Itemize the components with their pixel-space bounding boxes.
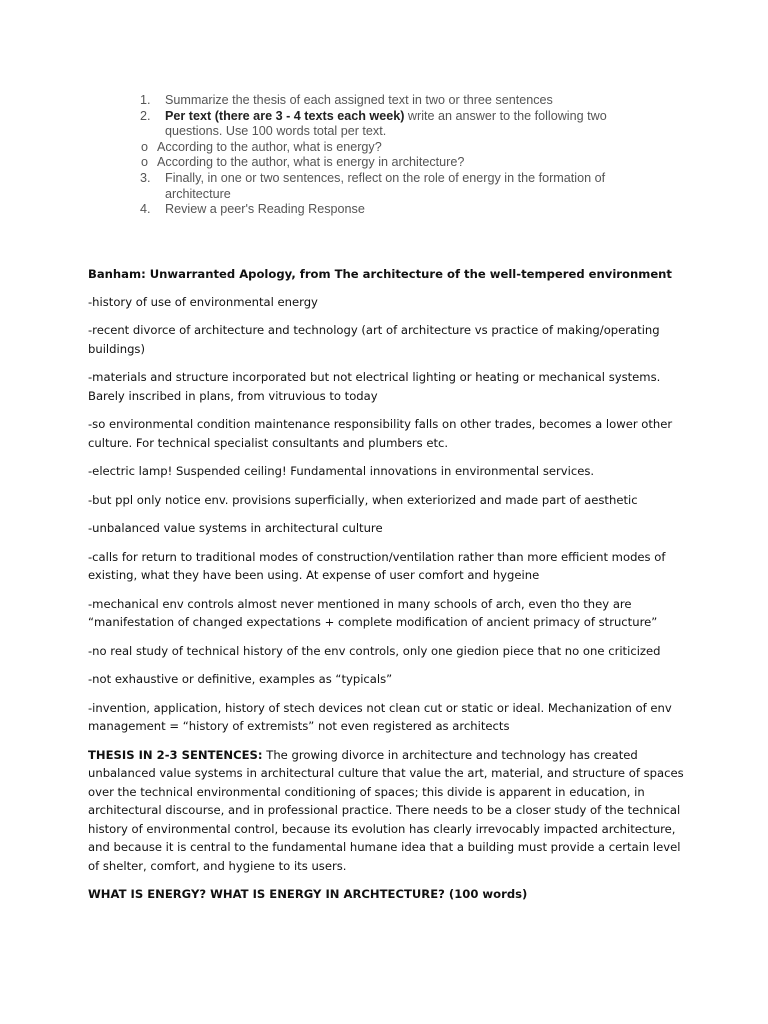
item-text: Summarize the thesis of each assigned text in two or three sentences	[165, 93, 553, 107]
sub-item	[140, 140, 660, 156]
note-point: -recent divorce of architecture and technology (art of architecture vs practice of making/operating buildings)	[88, 323, 660, 356]
instruction-item	[140, 202, 660, 218]
instruction-item	[140, 93, 660, 109]
note-point: -so environmental condition maintenance responsibility falls on other trades, becomes a lower other culture. For technical specialist consultants and plumbers etc.	[88, 417, 673, 450]
thesis-paragraph	[88, 746, 688, 876]
thesis-label: THESIS IN 2-3 SENTENCES:	[88, 747, 263, 762]
item-number: 2.	[140, 108, 151, 123]
sub-item	[140, 155, 660, 171]
note-point: -unbalanced value systems in architectural culture	[88, 521, 383, 535]
note-point: -history of use of environmental energy	[88, 294, 318, 309]
item-bold-text: Per text (there are 3 - 4 texts each week)	[165, 108, 405, 123]
item-number: 1.	[140, 93, 151, 107]
notes-title: Banham: Unwarranted Apology, from The architecture of the well-tempered environment	[88, 267, 672, 281]
note-point: -mechanical env controls almost never mentioned in many schools of arch, even tho they are “manifestation of changed expectations + complete modification of ancient primacy of structure”	[88, 596, 658, 629]
note-point: -but ppl only notice env. provisions superficially, when exteriorized and made part of aesthetic	[88, 492, 638, 507]
note-point: -electric lamp! Suspended ceiling! Fundamental innovations in environmental services.	[88, 464, 595, 478]
note-point: -materials and structure incorporated but not electrical lighting or heating or mechanical systems. Barely inscribed in plans, from vitruvious to today	[88, 370, 661, 403]
item-number: 3.	[140, 170, 151, 185]
note-point: -invention, application, history of stech devices not clean cut or static or ideal. Mechanization of env management = “history of extremists” not even registered as architects	[88, 700, 672, 733]
item-text: Review a peer's Reading Response	[165, 202, 365, 217]
sub-item-text: According to the author, what is energy?	[157, 139, 382, 154]
energy-question: WHAT IS ENERGY? WHAT IS ENERGY IN ARCHTECTURE? (100 words)	[88, 887, 528, 901]
note-point: -calls for return to traditional modes of construction/ventilation rather than more efficient modes of existing, what they have been using. At expense of user comfort and hygeine	[88, 549, 666, 582]
sub-bullet: o	[141, 155, 149, 170]
instruction-list	[140, 93, 660, 218]
thesis-text: The growing divorce in architecture and technology has created unbalanced value systems in architectural culture that value the art, material, and structure of spaces over the technical environmental conditioning of spaces; this divide is apparent in education, in architectural discourse, and in professional practice. There needs to be a closer study of the technical history of environmental control, because its evolution has clearly irrevocably impacted architecture, and because it is central to the fundamental humane idea that a building must provide a certain level of shelter, comfort, and hygiene to its users.	[88, 747, 684, 873]
item-text: Finally, in one or two sentences, reflect on the role of energy in the formation of architecture	[165, 170, 606, 201]
item-number: 4.	[140, 202, 151, 217]
reading-notes	[88, 265, 688, 914]
sub-item-text: According to the author, what is energy in architecture?	[157, 155, 465, 170]
instruction-item	[140, 109, 660, 140]
item-text: write an answer to the following two questions. Use 100 words total per text.	[165, 108, 607, 139]
note-point: -no real study of technical history of the env controls, only one giedion piece that no one criticized	[88, 643, 661, 658]
note-point: -not exhaustive or definitive, examples as “typicals”	[88, 672, 393, 686]
instruction-item	[140, 171, 660, 202]
sub-bullet: o	[141, 139, 149, 154]
